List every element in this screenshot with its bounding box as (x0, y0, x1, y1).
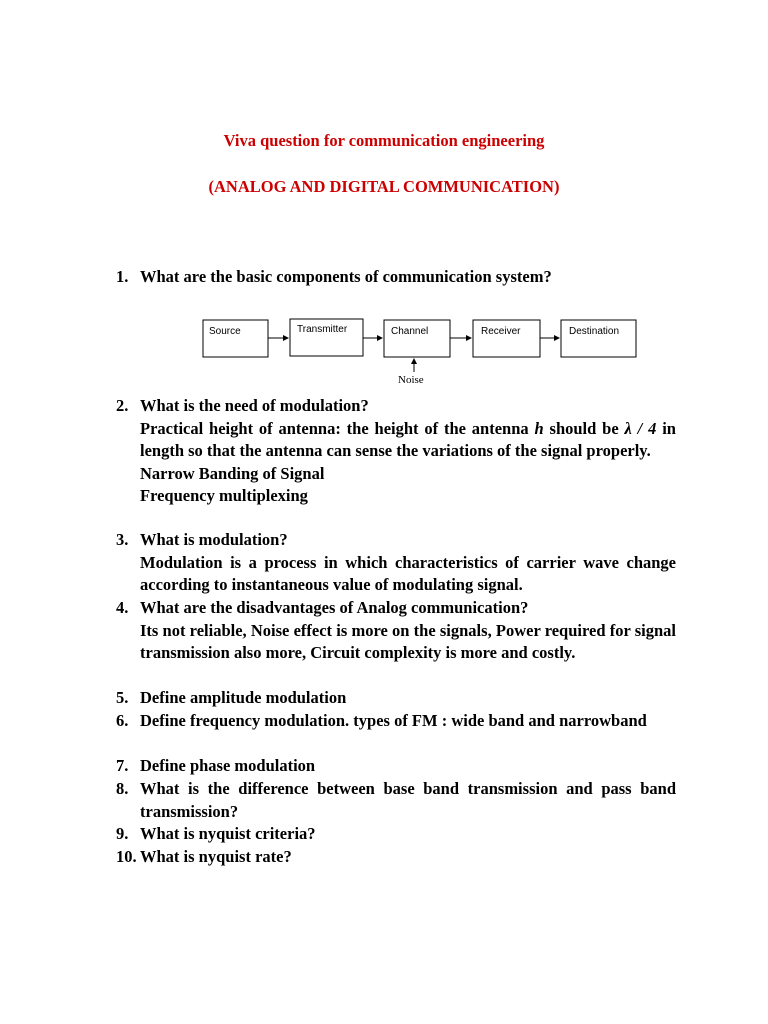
question-2 (116, 395, 676, 508)
answer-narrow-banding: Narrow Banding of Signal (140, 463, 325, 483)
document-subtitle: (ANALOG AND DIGITAL COMMUNICATION) (208, 177, 560, 196)
question-text: What are the disadvantages of Analog communication? (140, 598, 529, 617)
question-text: Define amplitude modulation (140, 688, 347, 707)
question-text: Define phase modulation (140, 756, 316, 775)
destination-block (561, 320, 636, 357)
document-title: Viva question for communication engineering (223, 131, 545, 150)
question-number: 2. (116, 396, 129, 415)
destination-label: Destination (569, 326, 620, 337)
source-block (203, 320, 268, 357)
answer-text: Modulation is a process in which characteristics of carrier wave change according to instantaneous value of modulating signal. (140, 552, 676, 595)
question-3 (116, 529, 676, 597)
receiver-label: Receiver (481, 326, 521, 337)
question-number: 6. (116, 711, 129, 730)
question-text: What is modulation? (140, 530, 288, 549)
question-4 (116, 597, 676, 665)
question-6 (116, 710, 676, 733)
question-text: What is the need of modulation? (140, 396, 369, 415)
receiver-block (473, 320, 540, 357)
question-number: 9. (116, 824, 129, 843)
question-text: What is nyquist criteria? (140, 824, 316, 843)
noise-label: Noise (398, 374, 424, 386)
question-number: 7. (116, 756, 129, 775)
question-text: What are the basic components of communication system? (140, 267, 552, 286)
question-8 (116, 778, 676, 823)
question-7 (116, 755, 676, 778)
answer-frequency-multiplexing: Frequency multiplexing (140, 486, 308, 506)
question-number: 10. (116, 847, 137, 866)
question-9 (116, 823, 676, 846)
question-text: Define frequency modulation. types of FM : wide band and narrowband (140, 711, 647, 730)
question-number: 1. (116, 267, 129, 286)
question-number: 5. (116, 688, 129, 707)
transmitter-block (290, 319, 363, 356)
communication-system-diagram (195, 312, 645, 390)
question-5 (116, 687, 676, 710)
transmitter-label: Transmitter (297, 324, 348, 335)
question-number: 8. (116, 779, 129, 798)
channel-block (384, 320, 450, 357)
question-number: 3. (116, 530, 129, 549)
question-1 (116, 266, 676, 289)
question-number: 4. (116, 598, 129, 617)
answer-antenna-height: Practical height of antenna: the height of the antenna h should be λ / 4 in length so that the antenna can sense the variations of the signal properly. (140, 418, 676, 461)
question-10 (116, 846, 676, 869)
question-text: What is the difference between base band transmission and pass band transmission? (140, 779, 676, 821)
question-text: What is nyquist rate? (140, 847, 292, 866)
answer-text: Its not reliable, Noise effect is more on the signals, Power required for signal transmission also more, Circuit complexity is more and costly. (140, 620, 676, 663)
source-label: Source (209, 326, 241, 337)
channel-label: Channel (391, 326, 429, 337)
